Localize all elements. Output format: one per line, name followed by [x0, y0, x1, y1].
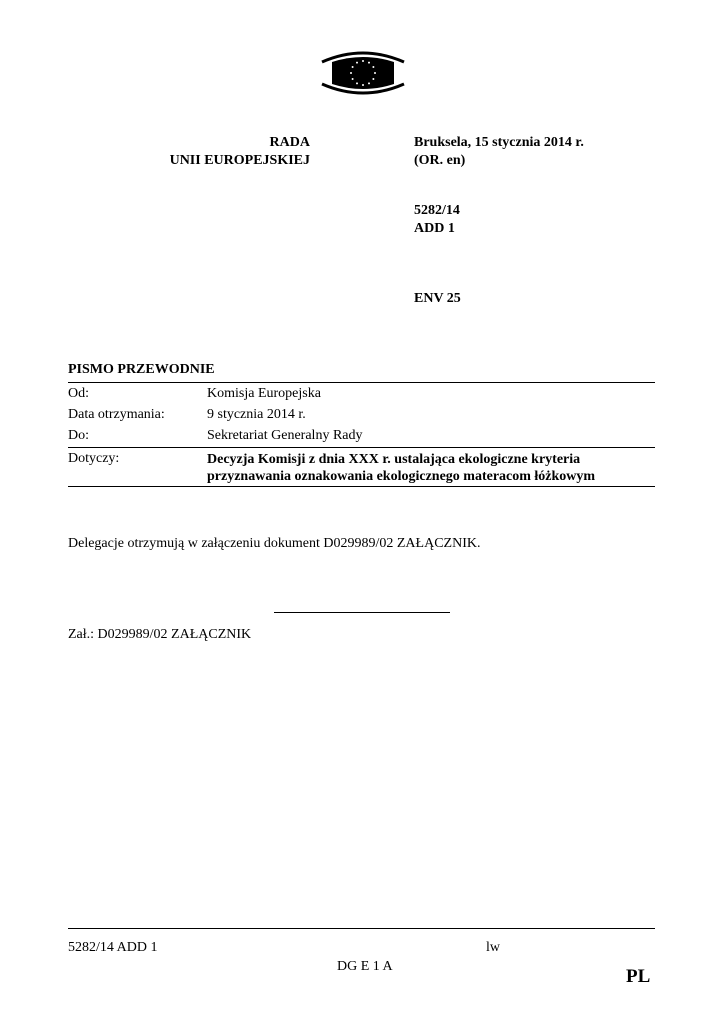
received-label: Data otrzymania: [68, 407, 165, 422]
addendum: ADD 1 [414, 221, 455, 236]
doc-number: 5282/14 [414, 203, 460, 218]
divider-bottom [68, 486, 655, 487]
footer-divider [68, 928, 655, 929]
institution-line2: UNII EUROPEJSKIEJ [169, 153, 310, 168]
institution-line1: RADA [269, 135, 310, 150]
from-label: Od: [68, 386, 89, 401]
original-language: (OR. en) [414, 153, 466, 168]
subject-value [207, 451, 647, 485]
body-paragraph: Delegacje otrzymują w załączeniu dokument D029989/02 ZAŁĄCZNIK. [68, 536, 481, 551]
institution-name [140, 134, 310, 170]
cover-note-title: PISMO PRZEWODNIE [68, 362, 215, 377]
subject-label: Dotyczy: [68, 451, 120, 466]
to-value: Sekretariat Generalny Rady [207, 428, 363, 443]
enclosure: Zał.: D029989/02 ZAŁĄCZNIK [68, 627, 252, 642]
to-label: Do: [68, 428, 89, 443]
from-value: Komisja Europejska [207, 386, 321, 401]
document-number-block [414, 202, 460, 238]
eu-council-emblem-icon [318, 50, 408, 96]
received-value: 9 stycznia 2014 r. [207, 407, 306, 422]
place-date-block [414, 134, 584, 170]
footer-directorate: DG E 1 A [337, 959, 393, 974]
place-date: Bruksela, 15 stycznia 2014 r. [414, 135, 584, 150]
subject-line1: Decyzja Komisji z dnia XXX r. ustalająca ekologiczne kryteria [207, 452, 581, 467]
subject-line2: przyznawania oznakowania ekologicznego materacom łóżkowym [207, 469, 596, 484]
divider-top [68, 382, 655, 383]
language-code: PL [626, 966, 651, 987]
footer-initials: lw [486, 940, 500, 955]
divider-middle [68, 447, 655, 448]
footer-reference: 5282/14 ADD 1 [68, 940, 158, 955]
separator-line [274, 612, 450, 613]
classification: ENV 25 [414, 291, 461, 306]
